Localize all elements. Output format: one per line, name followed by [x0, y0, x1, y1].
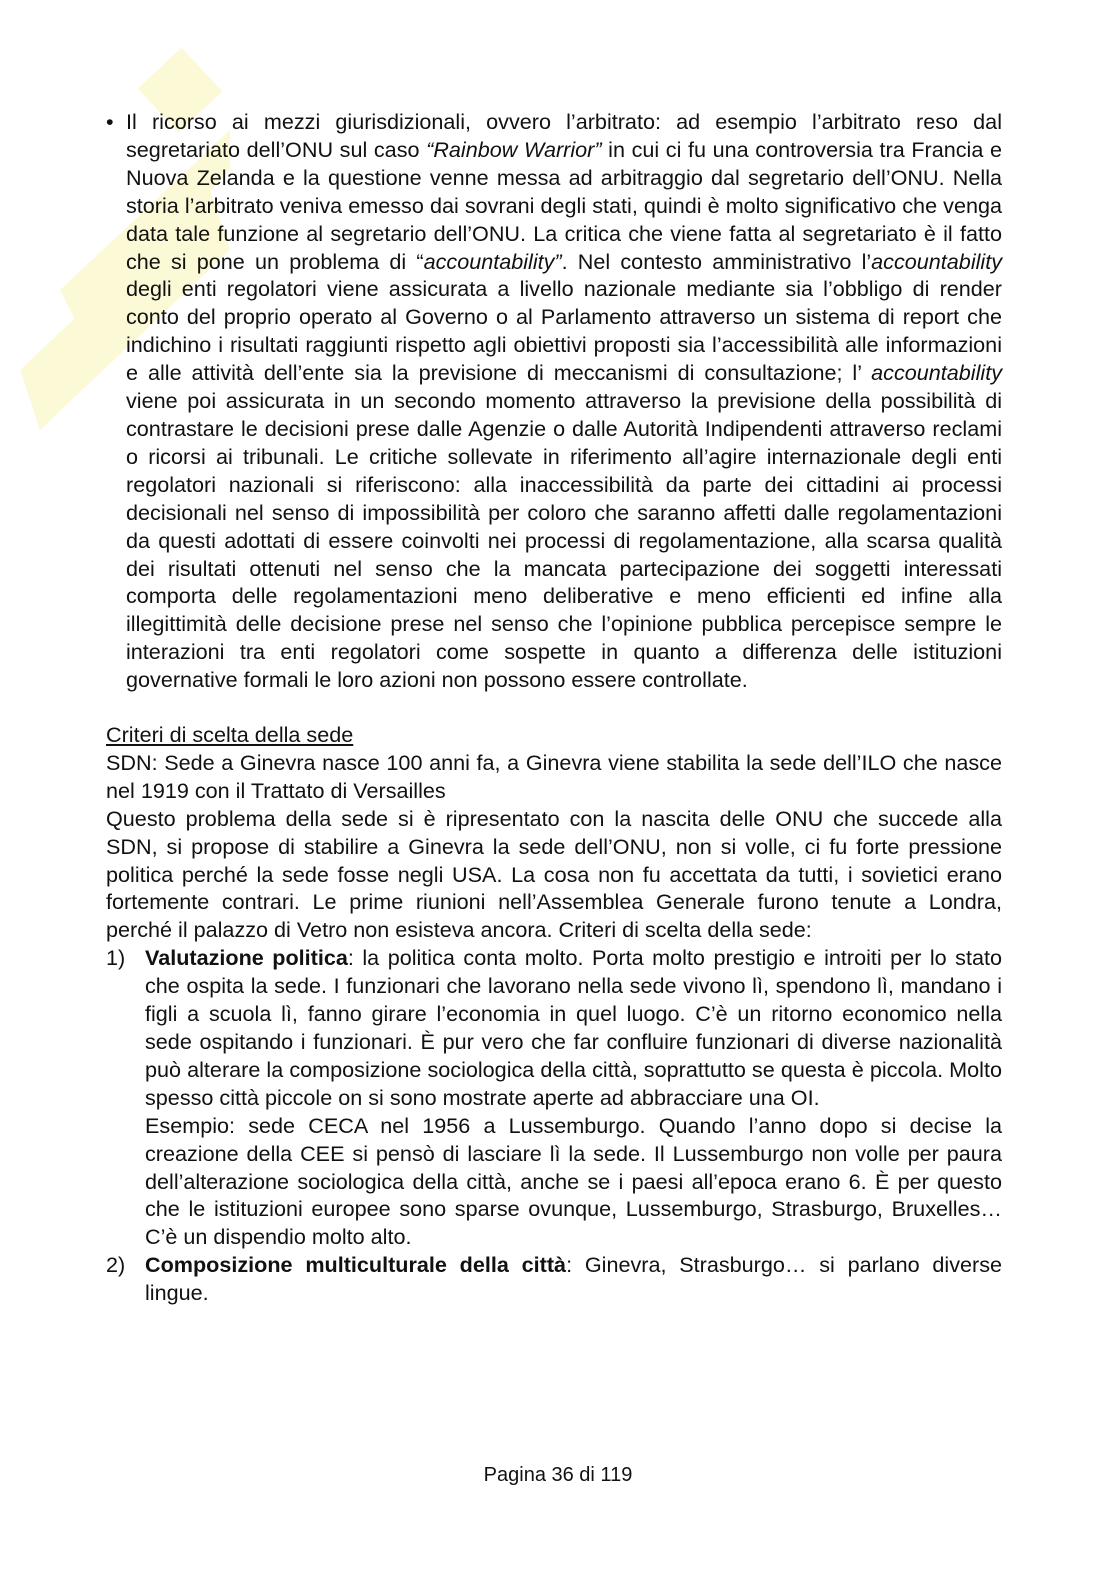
- paragraph-onu: Questo problema della sede si è ripresentato con la nascita delle ONU che succede alla SDN, si propose di stabilire a Ginevra la sede dell’ONU, non si volle, ci fu forte pressione politica perché la sede fosse negli USA. La cosa non fu accettata da tutti, i sovietici erano fortemente contrari. Le prime riunioni nell’Assemblea Generale furono tenute a Londra, perché il palazzo di Vetro non esisteva ancora. Criteri di scelta della sede:: [106, 805, 1002, 943]
- item-number: 2): [106, 1252, 126, 1278]
- text-run: in cui ci fu una controversia tra Francia e Nuova Zelanda e la questione venne messa ad arbitraggio dal segretario dell’ONU. Nella storia l’arbitrato veniva emesso dai sovrani degli stati, quindi è molto significativo che venga data tale funzione al segretario dell’ONU. La critica che viene fatta al segretariato è il fatto che si pone un problema di “: [126, 136, 1002, 274]
- item-text: [145, 944, 1002, 1111]
- item-example: Esempio: sede CECA nel 1956 a Lussemburgo. Quando l’anno dopo si decise la creazione della CEE si pensò di lasciare lì la sede. Il Lussemburgo non volle per paura dell’alterazione sociologica della città, anche se i paesi all’epoca erano 6. È per questo che le istituzioni europee sono sparse ovunque, Lussemburgo, Strasburgo, Bruxelles… C’è un dispendio molto alto.: [145, 1112, 1002, 1250]
- document-body: [106, 108, 1002, 1307]
- paragraph-sdn: SDN: Sede a Ginevra nasce 100 anni fa, a Ginevra viene stabilita la sede dell’ILO che nasce nel 1919 con il Trattato di Versailles: [106, 749, 1002, 803]
- bullet-paragraph: [106, 108, 1002, 694]
- text-run: . Nel contesto amministrativo l’: [561, 248, 872, 274]
- item-text: [145, 1251, 1002, 1307]
- case-name: “Rainbow Warrior”: [426, 136, 602, 162]
- text-run: : la politica conta molto. Porta molto prestigio e introiti per lo stato che ospita la sede. I funzionari che lavorano nella sede vivono lì, spendono lì, mandano i figli a scuola lì, fanno girare l’economia in quel luogo. C’è un ritorno economico nella sede ospitando i funzionari. È pur vero che far confluire funzionari di diverse nazionalità può alterare la composizione sociologica della città, soprattutto se questa è piccola. Molto spesso città piccole on si sono mostrate aperte ad abbracciare una OI.: [145, 945, 1002, 1110]
- text-run: Il ricorso ai mezzi giurisdizionali, ovvero l’arbitrato: ad esempio l’arbitrato reso dal segretariato dell’ONU sul caso: [126, 109, 1002, 162]
- page-number: Pagina 36 di 119: [483, 1464, 633, 1486]
- text-run: viene poi assicurata in un secondo momento attraverso la previsione della possibilità di contrastare le decisioni prese dalle Agenzie o dalle Autorità Indipendenti attraverso reclami o ricorsi ai tribunali. Le critiche sollevate in riferimento all’agire internazionale degli enti regolatori nazionali si riferiscono: alla inaccessibilità da parte dei cittadini ai processi decisionali nel senso di impossibilità per coloro che saranno affetti dalle regolamentazioni da questi adottati di essere coinvolti nei processi di regolamentazione, alla scarsa qualità dei risultati ottenuti nel senso che la mancata partecipazione dei soggetti interessati comporta delle regolamentazioni meno deliberative e meno efficienti ed infine alla illegittimità delle decisione prese nel senso che l’opinione pubblica percepisce sempre le interazioni tra enti regolatori come sospette in quanto a differenza delle istituzioni governative formali le loro azioni non possono essere controllate.: [126, 388, 1002, 693]
- term-accountability: accountability”: [423, 248, 562, 274]
- term-accountability: accountability: [871, 360, 1002, 386]
- item-title: Composizione multiculturale della città: [145, 1252, 567, 1278]
- arbitration-paragraph: [126, 108, 1002, 694]
- bullet-dot: •: [106, 109, 114, 134]
- item-number: 1): [106, 945, 126, 971]
- text-run: degli enti regolatori viene assicurata a livello nazionale mediante sia l’obbligo di render conto del proprio operato al Governo o al Parlamento attraverso un sistema di report che indichino i risultati raggiunti rispetto agli obiettivi proposti sia l’accessibilità alle informazioni e alle attività dell’ente sia la previsione di meccanismi di consultazione; l’: [126, 276, 1002, 386]
- criteria-item: [106, 1251, 1002, 1307]
- criteria-list: [106, 944, 1002, 1307]
- section-title: Criteri di scelta della sede: [106, 722, 354, 748]
- item-title: Valutazione politica: [145, 945, 348, 971]
- term-accountability: accountability: [871, 248, 1003, 274]
- criteria-item: [106, 944, 1002, 1251]
- text-run: : Ginevra, Strasburgo… si parlano diverse lingue.: [145, 1252, 1003, 1306]
- section-seat-criteria: [106, 721, 1002, 1307]
